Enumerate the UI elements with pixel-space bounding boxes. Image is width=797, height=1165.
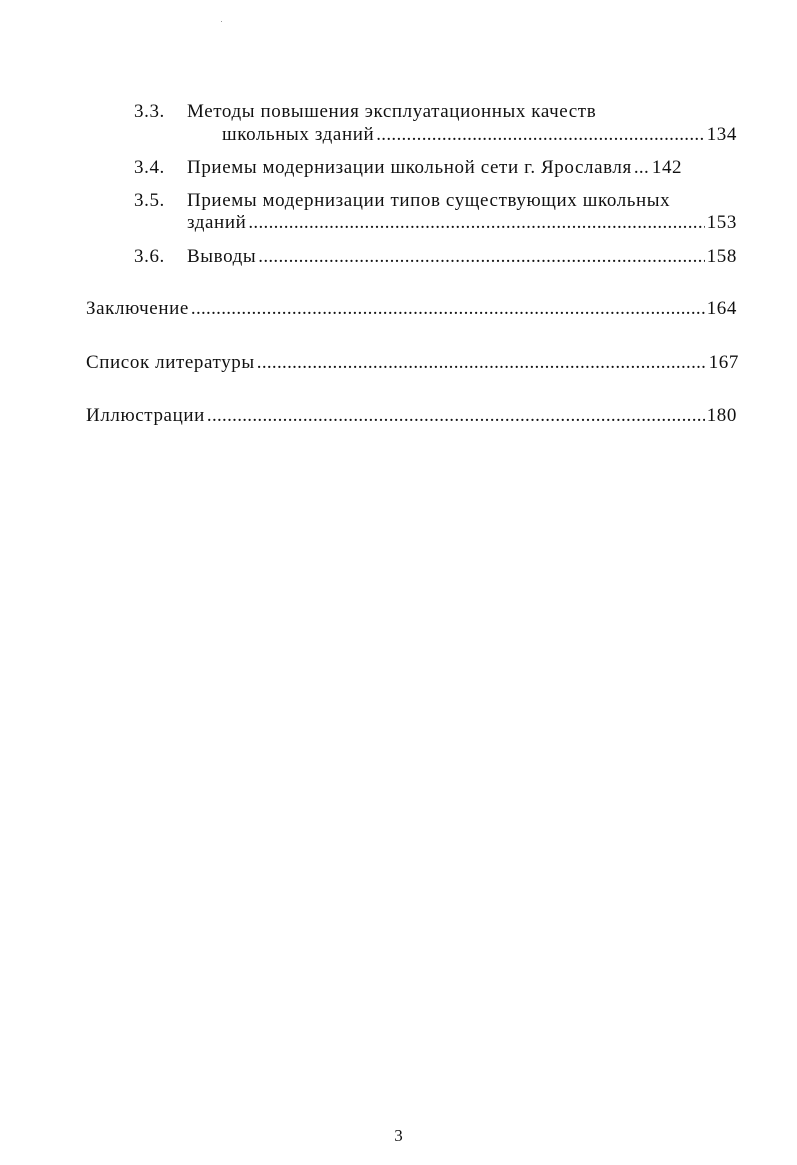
toc-entry-number: 3.4. [134, 157, 165, 178]
toc-entry-title-continued: зданий [187, 212, 247, 233]
toc-entry-title: Список литературы [86, 352, 255, 373]
toc-entry-number: 3.3. [134, 101, 165, 122]
dot-leader [258, 246, 704, 268]
toc-entry-leader-line [187, 157, 737, 179]
toc-entry-title-continued: школьных зданий [222, 124, 375, 145]
toc-entry-number: 3.6. [134, 246, 165, 267]
toc-entry-page: 158 [706, 246, 737, 267]
dot-leader [376, 124, 704, 146]
toc-entry-page: 142 [651, 157, 683, 178]
toc-entry-number: 3.5. [134, 190, 165, 211]
dot-leader [191, 298, 705, 320]
toc-entry-conclusion [86, 298, 737, 320]
dot-leader [257, 352, 707, 374]
page-number: 3 [394, 1126, 403, 1145]
dot-leader [634, 157, 650, 179]
toc-entry-leader-line [222, 124, 737, 146]
scan-speck [221, 21, 222, 22]
toc-entry-title: Выводы [187, 246, 257, 267]
toc-entry-title: Заключение [86, 298, 189, 319]
dot-leader [207, 405, 705, 427]
toc-entry-page: 153 [706, 212, 737, 233]
toc-entry-page: 164 [706, 298, 737, 319]
toc-entry-title: Приемы модернизации типов существующих школьных [187, 190, 671, 211]
toc-entry-title: Иллюстрации [86, 405, 205, 426]
dot-leader [248, 212, 704, 234]
toc-entry-leader-line [187, 212, 737, 234]
toc-entry-page: 134 [706, 124, 737, 145]
toc-entry-title: Методы повышения эксплуатационных качеств [187, 101, 597, 122]
toc-entry-page: 167 [708, 352, 739, 373]
toc-entry-title: Приемы модернизации школьной сети г. Ярославля [187, 157, 632, 178]
toc-entry-leader-line [187, 246, 737, 268]
toc-entry-page: 180 [706, 405, 737, 426]
toc-entry-literature [86, 352, 739, 374]
toc-entry-illustrations [86, 405, 737, 427]
